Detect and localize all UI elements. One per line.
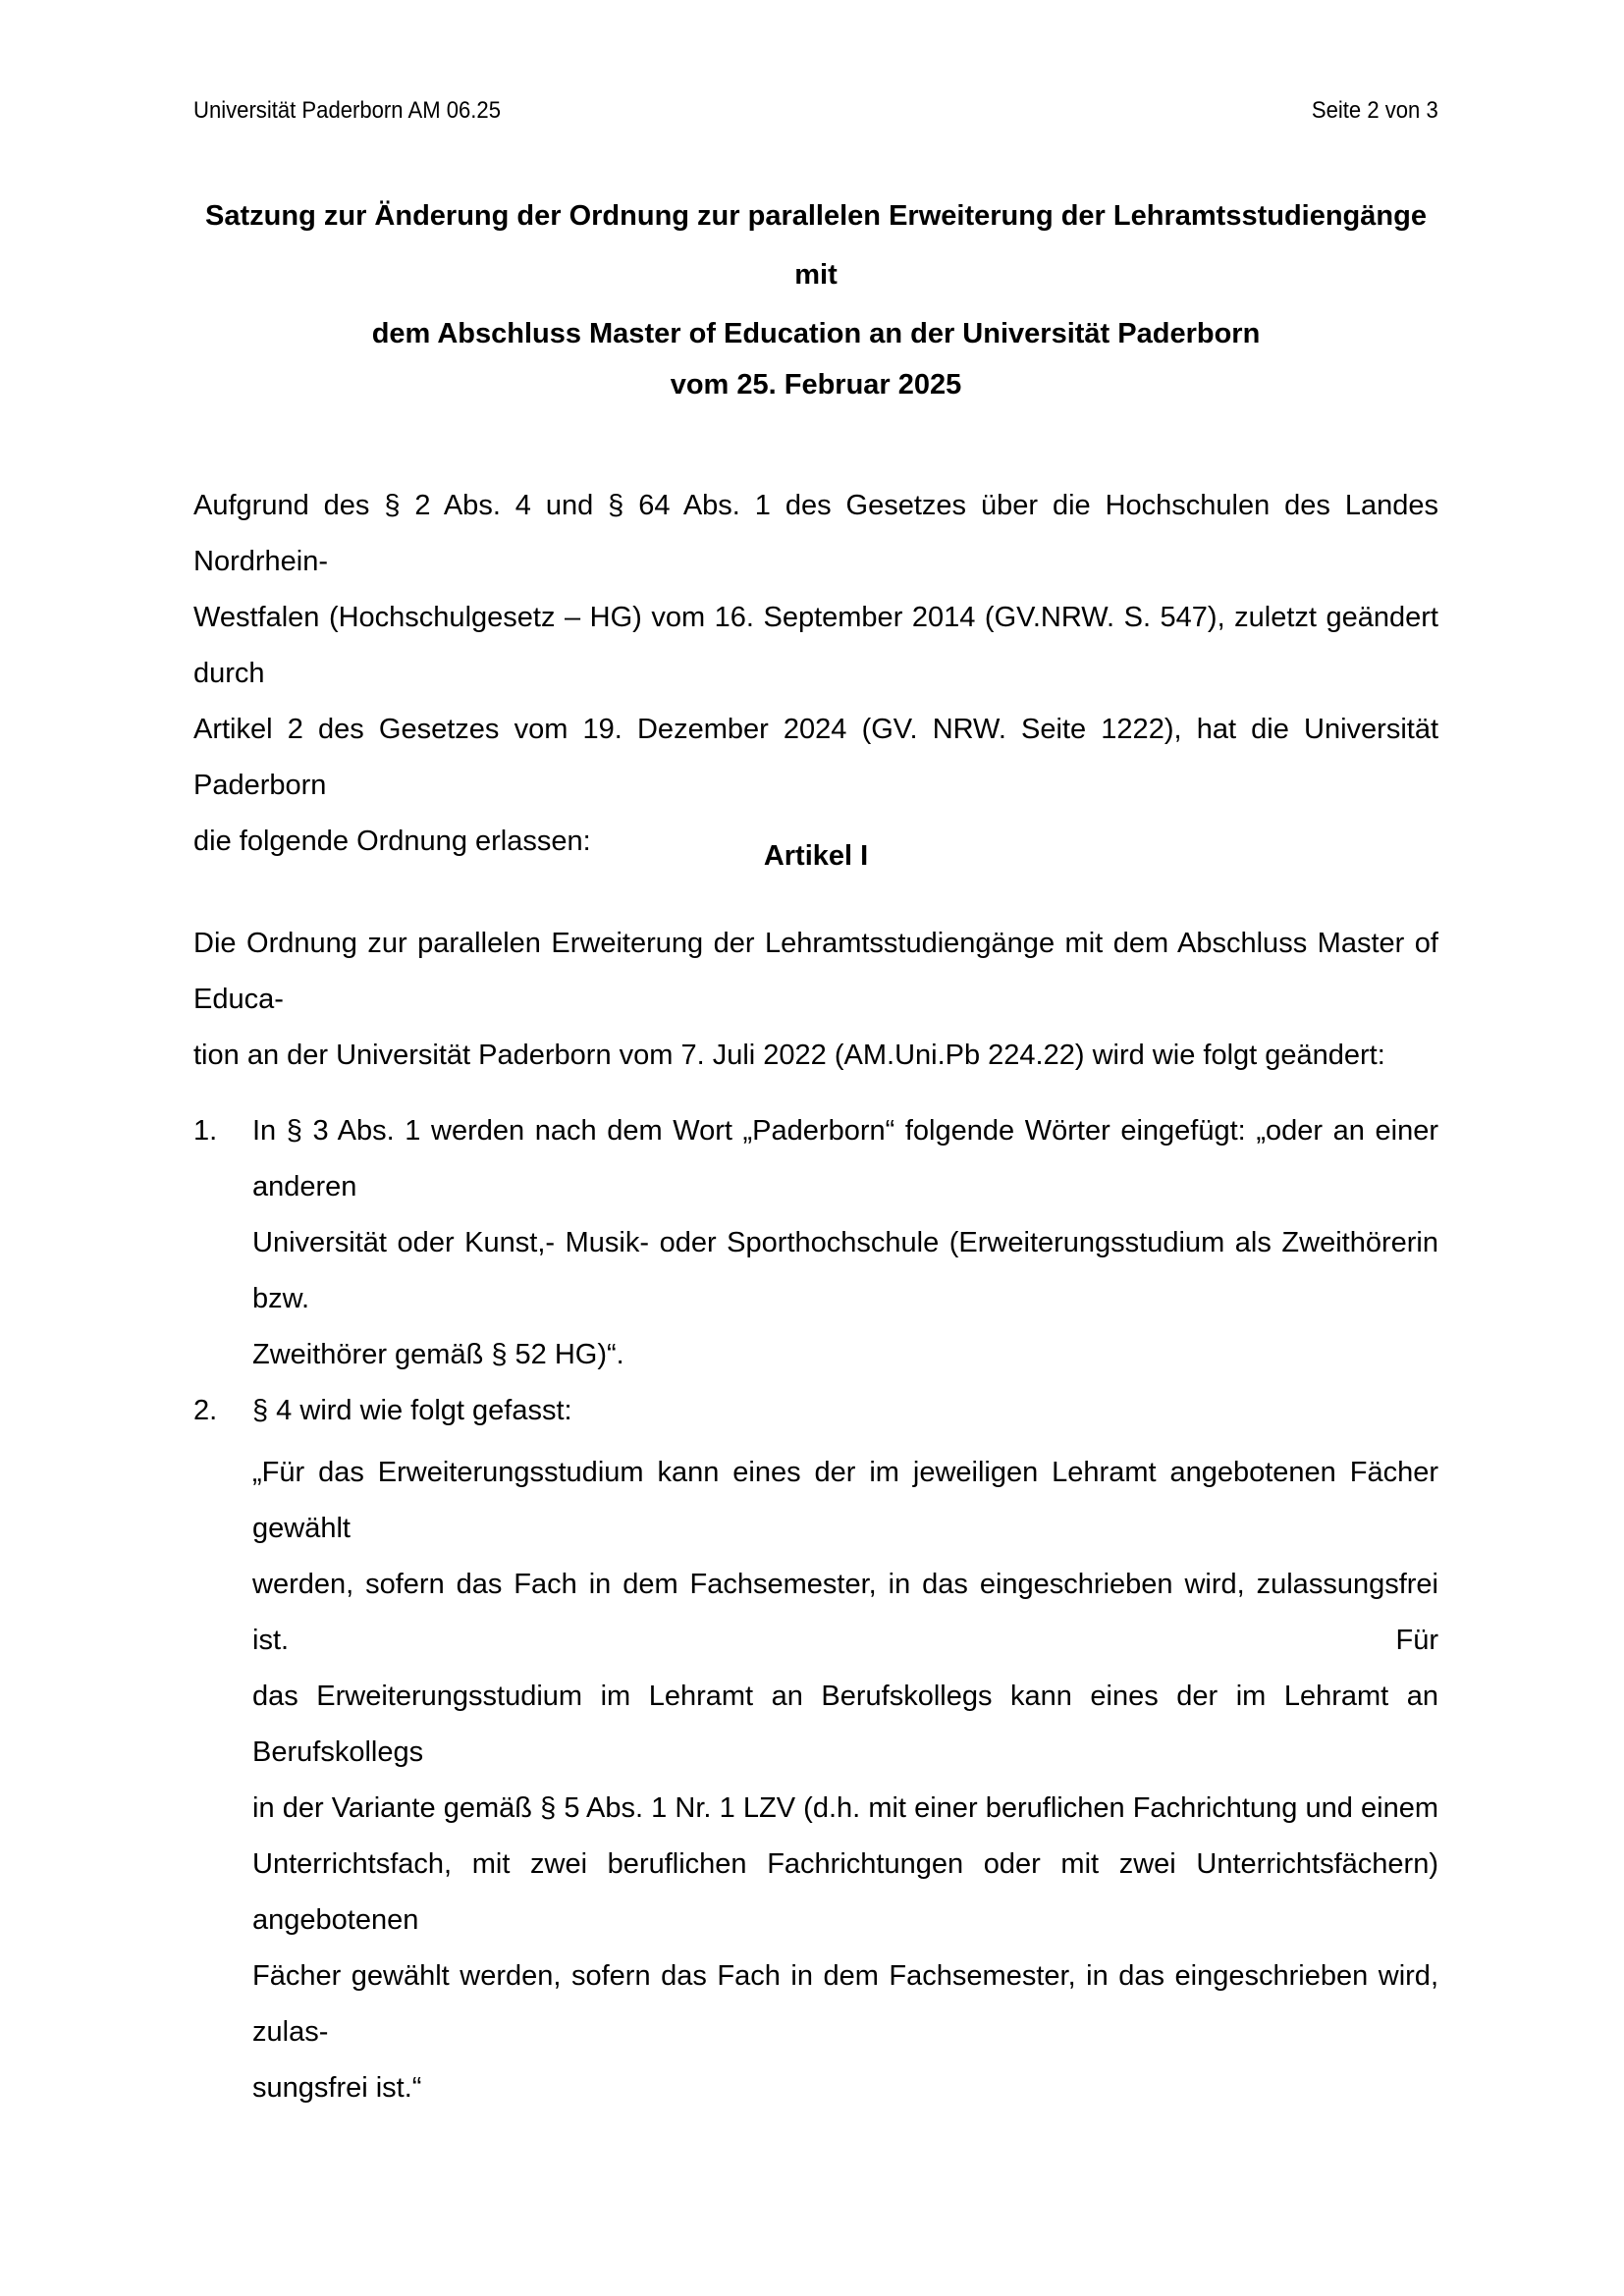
- list-item-line: Universität oder Kunst,- Musik- oder Sporthochschule (Erweiterungsstudium als Zweithörerin bzw.: [252, 1227, 1438, 1314]
- list-item-number: 2.: [193, 1395, 218, 1426]
- list-item: [193, 1103, 1438, 1383]
- document-date: vom 25. Februar 2025: [670, 369, 962, 400]
- preamble-paragraph: [193, 478, 1438, 870]
- quoted-text-block: [252, 1445, 1438, 2116]
- preamble-line: Artikel 2 des Gesetzes vom 19. Dezember 2024 (GV. NRW. Seite 1222), hat die Universität Paderborn: [193, 714, 1438, 801]
- article-intro-line: Die Ordnung zur parallelen Erweiterung der Lehramtsstudiengänge mit dem Abschluss Master of Educa-: [193, 928, 1438, 1015]
- title-line-1: Satzung zur Änderung der Ordnung zur parallelen Erweiterung der Lehramtsstudiengänge mit: [205, 200, 1427, 291]
- header-page-number: Seite 2 von 3: [1311, 97, 1438, 124]
- preamble-line: die folgende Ordnung erlassen:: [193, 826, 591, 857]
- quoted-line: das Erweiterungsstudium im Lehramt an Berufskollegs kann eines der im Lehramt an Berufskollegs: [252, 1681, 1438, 1768]
- quoted-line: werden, sofern das Fach in dem Fachsemester, in das eingeschrieben wird, zulassungsfrei ist. Für: [252, 1569, 1438, 1656]
- page-header: [193, 96, 1438, 126]
- list-item-line: § 4 wird wie folgt gefasst:: [252, 1395, 572, 1426]
- quoted-line: in der Variante gemäß § 5 Abs. 1 Nr. 1 LZV (d.h. mit einer beruflichen Fachrichtung und einem: [252, 1792, 1438, 1824]
- list-item-line: Zweithörer gemäß § 52 HG)“.: [252, 1339, 624, 1370]
- quoted-line: Unterrichtsfach, mit zwei beruflichen Fachrichtungen oder mit zwei Unterrichtsfächern) angebotenen: [252, 1848, 1438, 1936]
- quoted-line: Fächer gewählt werden, sofern das Fach in dem Fachsemester, in das eingeschrieben wird, zulas-: [252, 1960, 1438, 2048]
- list-item-line: In § 3 Abs. 1 werden nach dem Wort „Paderborn“ folgende Wörter eingefügt: „oder an einer anderen: [252, 1115, 1438, 1202]
- preamble-line: Aufgrund des § 2 Abs. 4 und § 64 Abs. 1 des Gesetzes über die Hochschulen des Landes Nordrhein-: [193, 490, 1438, 577]
- amendment-list: [193, 1103, 1438, 2116]
- article-intro-line: tion an der Universität Paderborn vom 7. Juli 2022 (AM.Uni.Pb 224.22) wird wie folgt geändert:: [193, 1040, 1385, 1071]
- article-heading: Artikel I: [763, 840, 869, 872]
- quoted-line: „Für das Erweiterungsstudium kann eines der im jeweiligen Lehramt angebotenen Fächer gewählt: [252, 1457, 1438, 1544]
- preamble-line: Westfalen (Hochschulgesetz – HG) vom 16. September 2014 (GV.NRW. S. 547), zuletzt geändert durch: [193, 602, 1438, 689]
- quoted-line: sungsfrei ist.“: [252, 2072, 422, 2104]
- document-title: [193, 187, 1438, 363]
- header-publication: Universität Paderborn AM 06.25: [193, 97, 501, 124]
- article-intro-paragraph: [193, 916, 1438, 1084]
- list-item-number: 1.: [193, 1115, 218, 1147]
- title-line-2: dem Abschluss Master of Education an der Universität Paderborn: [371, 318, 1261, 349]
- list-item: [193, 1383, 1438, 2116]
